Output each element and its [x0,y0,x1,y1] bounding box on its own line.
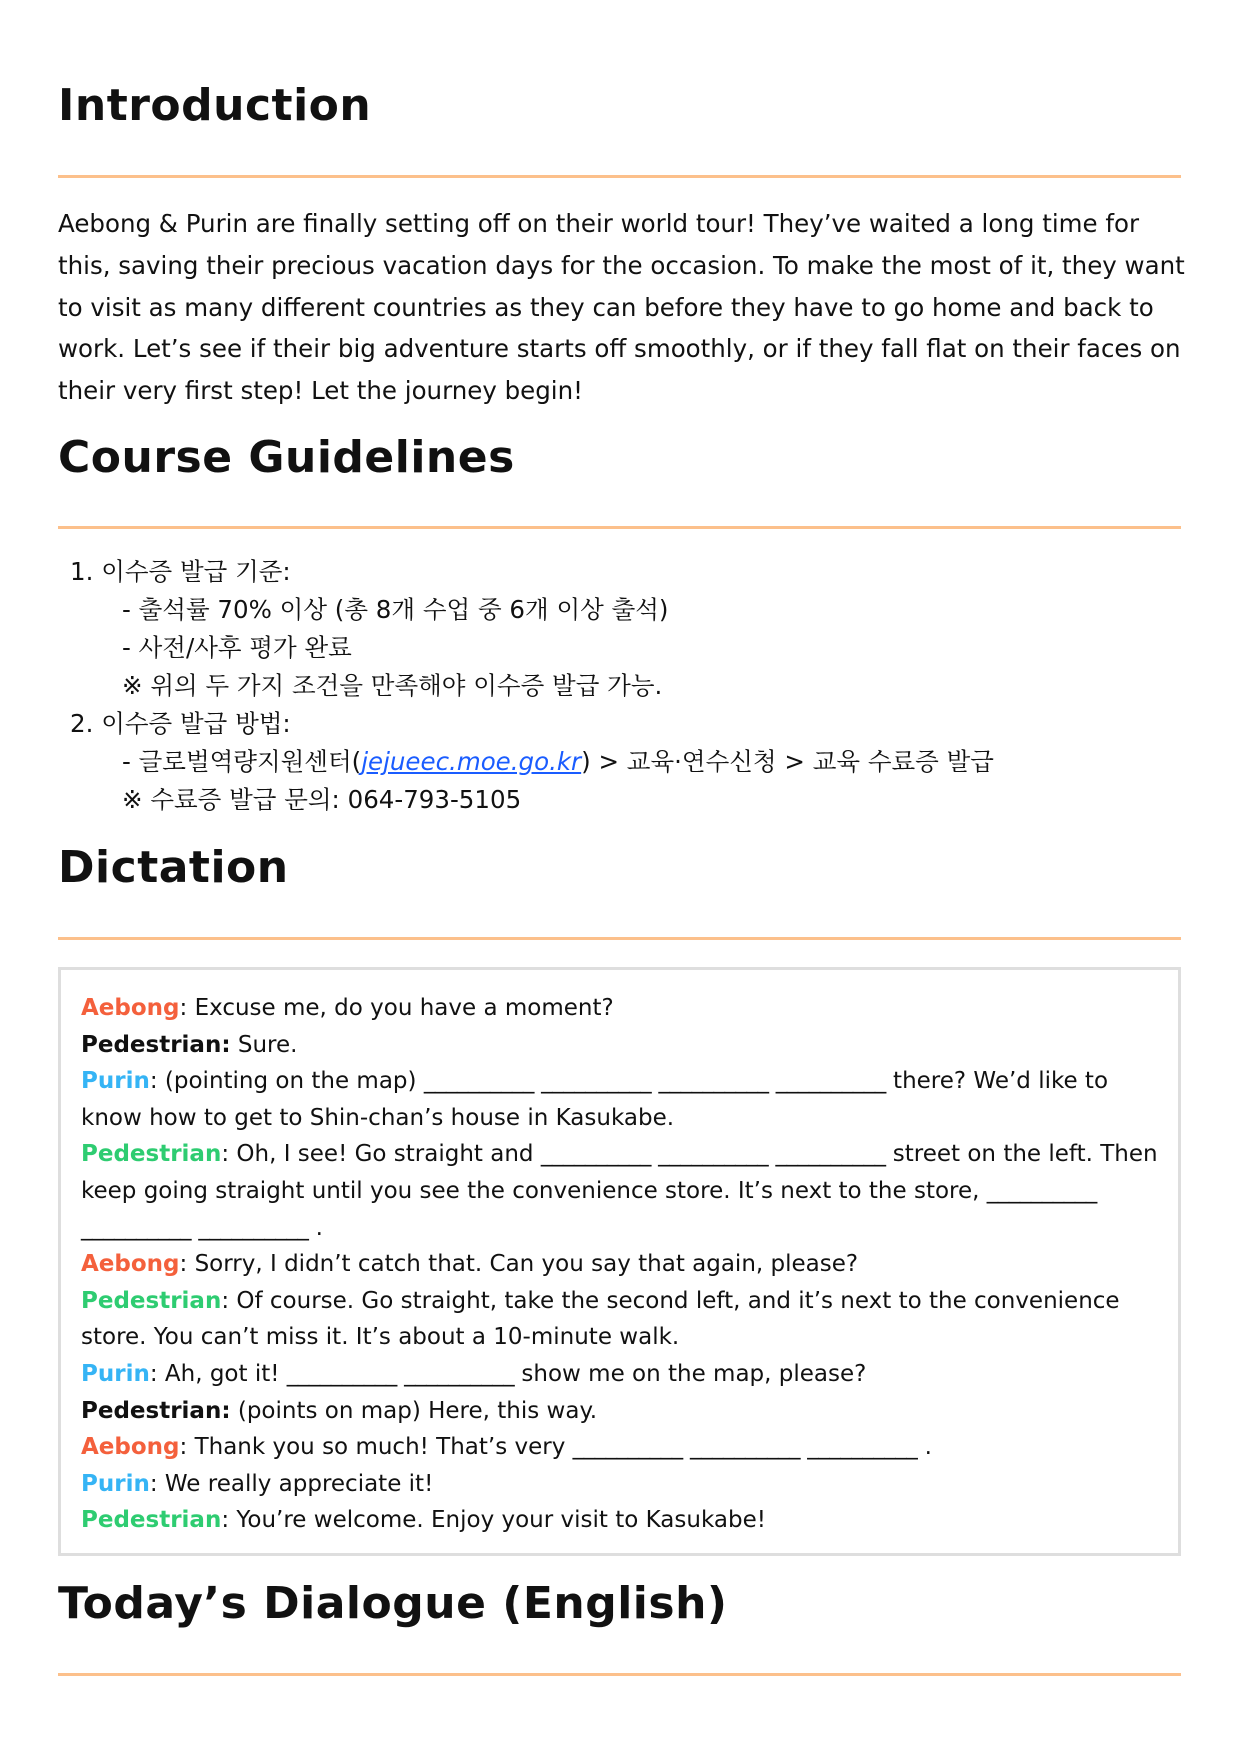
dialogue-text: : Of course. Go straight, take the second left, and it’s next to the convenience store. You can’t miss it. It’s about a 10-minute walk. [81,1287,1120,1351]
dialogue-text [683,1434,690,1460]
list-subitem: - 사전/사후 평가 완료 [122,633,352,662]
speaker-label: Pedestrian [81,1141,222,1168]
speaker-name [81,1434,180,1460]
speaker-name [81,1251,180,1277]
list-item [70,705,994,743]
guidelines-list [70,553,994,819]
section-divider [58,175,1181,178]
dialogue-text: : Sorry, I didn’t catch that. Can you say that again, please? [179,1251,859,1278]
dialogue-line [81,1136,1161,1246]
dialogue-line [81,1393,1161,1430]
speaker-label: Pedestrian [81,1031,222,1058]
list-item-title: 이수증 발급 방법: [101,709,291,738]
dialogue-text: : Excuse me, do you have a moment? [179,995,614,1021]
fill-in-blank: __________ [81,1214,191,1241]
dialogue-text: : (pointing on the map) [149,1068,424,1095]
fill-in-blank: __________ [572,1434,683,1461]
dialogue-text: : Ah, got it! [149,1360,287,1387]
fill-in-blank: __________ [540,1141,651,1168]
fill-in-blank: __________ [775,1141,886,1168]
fill-in-blank: __________ [689,1434,800,1461]
speaker-label: Aebong [81,995,180,1021]
dialogue-text: there? We’d like to know how to get to Shin-chan’s house in Kasukabe. [81,1068,1109,1131]
dialogue-text: . [308,1214,323,1241]
subitem-text: - 글로벌역량지원센터( [122,747,362,776]
speaker-name [81,1361,150,1387]
speaker-name [81,1141,221,1167]
fill-in-blank: __________ [423,1068,534,1095]
dictation-dialogue [81,990,1161,1539]
speaker-name [81,1288,221,1314]
speaker-name [81,1471,150,1497]
speaker-label: Pedestrian [81,1507,222,1534]
fill-in-blank: __________ [658,1068,769,1095]
list-note: ※ 위의 두 가지 조건을 만족해야 이수증 발급 가능. [122,671,663,700]
dialogue-heading: Today’s Dialogue (English) [58,1578,728,1629]
speaker-label: Pedestrian [81,1287,222,1314]
fill-in-blank: __________ [775,1068,886,1095]
dialogue-line [81,1027,1161,1064]
list-item [70,553,994,591]
speaker-label: Pedestrian [81,1397,222,1424]
fill-in-blank: __________ [286,1360,397,1387]
dialogue-text: : Oh, I see! Go straight and [221,1141,541,1168]
dialogue-line [81,1283,1161,1356]
speaker-name [81,1068,150,1094]
speaker-label: Aebong [81,1434,180,1461]
list-number: 2. [70,709,94,738]
fill-in-blank: __________ [541,1068,652,1095]
speaker-name: Pedestrian: [81,1031,231,1058]
list-number: 1. [70,557,94,586]
dialogue-line [81,1466,1161,1503]
dialogue-text: . [917,1434,932,1461]
fill-in-blank: __________ [198,1214,309,1241]
intro-paragraph: Aebong & Purin are finally setting off on their world tour! They’ve waited a long time for this, saving their precious vacation days for the occasion. To make the most of it, they want to visit as many different countries as they can before they have to go home and back to work. Let’s see if their big adventure starts off smoothly, or if they fall flat on their faces on their very first step! Let the journey begin! [58,209,1185,406]
dialogue-line [81,1246,1161,1283]
speaker-label: Purin [81,1470,150,1497]
guidelines-heading: Course Guidelines [58,432,515,483]
fill-in-blank: __________ [404,1360,515,1387]
dialogue-text: (points on map) Here, this way. [230,1397,598,1424]
speaker-label: Purin [81,1068,150,1095]
list-subitem: - 출석률 70% 이상 (총 8개 수업 중 6개 이상 출석) [122,595,669,624]
speaker-name [81,995,180,1021]
dictation-heading: Dictation [58,842,289,893]
speaker-label: Purin [81,1360,150,1387]
intro-heading: Introduction [58,80,372,131]
dialogue-line [81,1429,1161,1466]
section-divider [58,937,1181,940]
dialogue-text: Sure. [230,1031,298,1058]
fill-in-blank: __________ [658,1141,769,1168]
list-item-title: 이수증 발급 기준: [101,557,291,586]
fill-in-blank: __________ [807,1434,918,1461]
dialogue-text: : You’re welcome. Enjoy your visit to Kasukabe! [221,1507,766,1534]
dialogue-line [81,1356,1161,1393]
center-website-link[interactable]: jejueec.moe.go.kr [361,747,582,776]
section-divider [58,526,1181,529]
fill-in-blank: __________ [986,1177,1097,1204]
dialogue-text: : We really appreciate it! [149,1470,434,1497]
dialogue-text: : Thank you so much! That’s very [179,1434,573,1461]
speaker-name: Pedestrian: [81,1397,231,1424]
dictation-box [58,967,1181,1556]
section-divider [58,1673,1181,1676]
dialogue-line [81,990,1161,1027]
dialogue-text: show me on the map, please? [514,1360,867,1387]
dialogue-line [81,1063,1161,1136]
dialogue-text [768,1068,775,1094]
dialogue-text: street on the left. Then keep going straight until you see the convenience store. It’s next to the store, [81,1141,1158,1204]
speaker-name [81,1507,221,1533]
speaker-label: Aebong [81,1251,180,1278]
list-note: ※ 수료증 발급 문의: 064-793-5105 [122,785,522,814]
list-subitem [70,743,994,781]
dialogue-line [81,1502,1161,1539]
subitem-text: ) > 교육·연수신청 > 교육 수료증 발급 [581,747,994,776]
dialogue-text [397,1361,404,1387]
